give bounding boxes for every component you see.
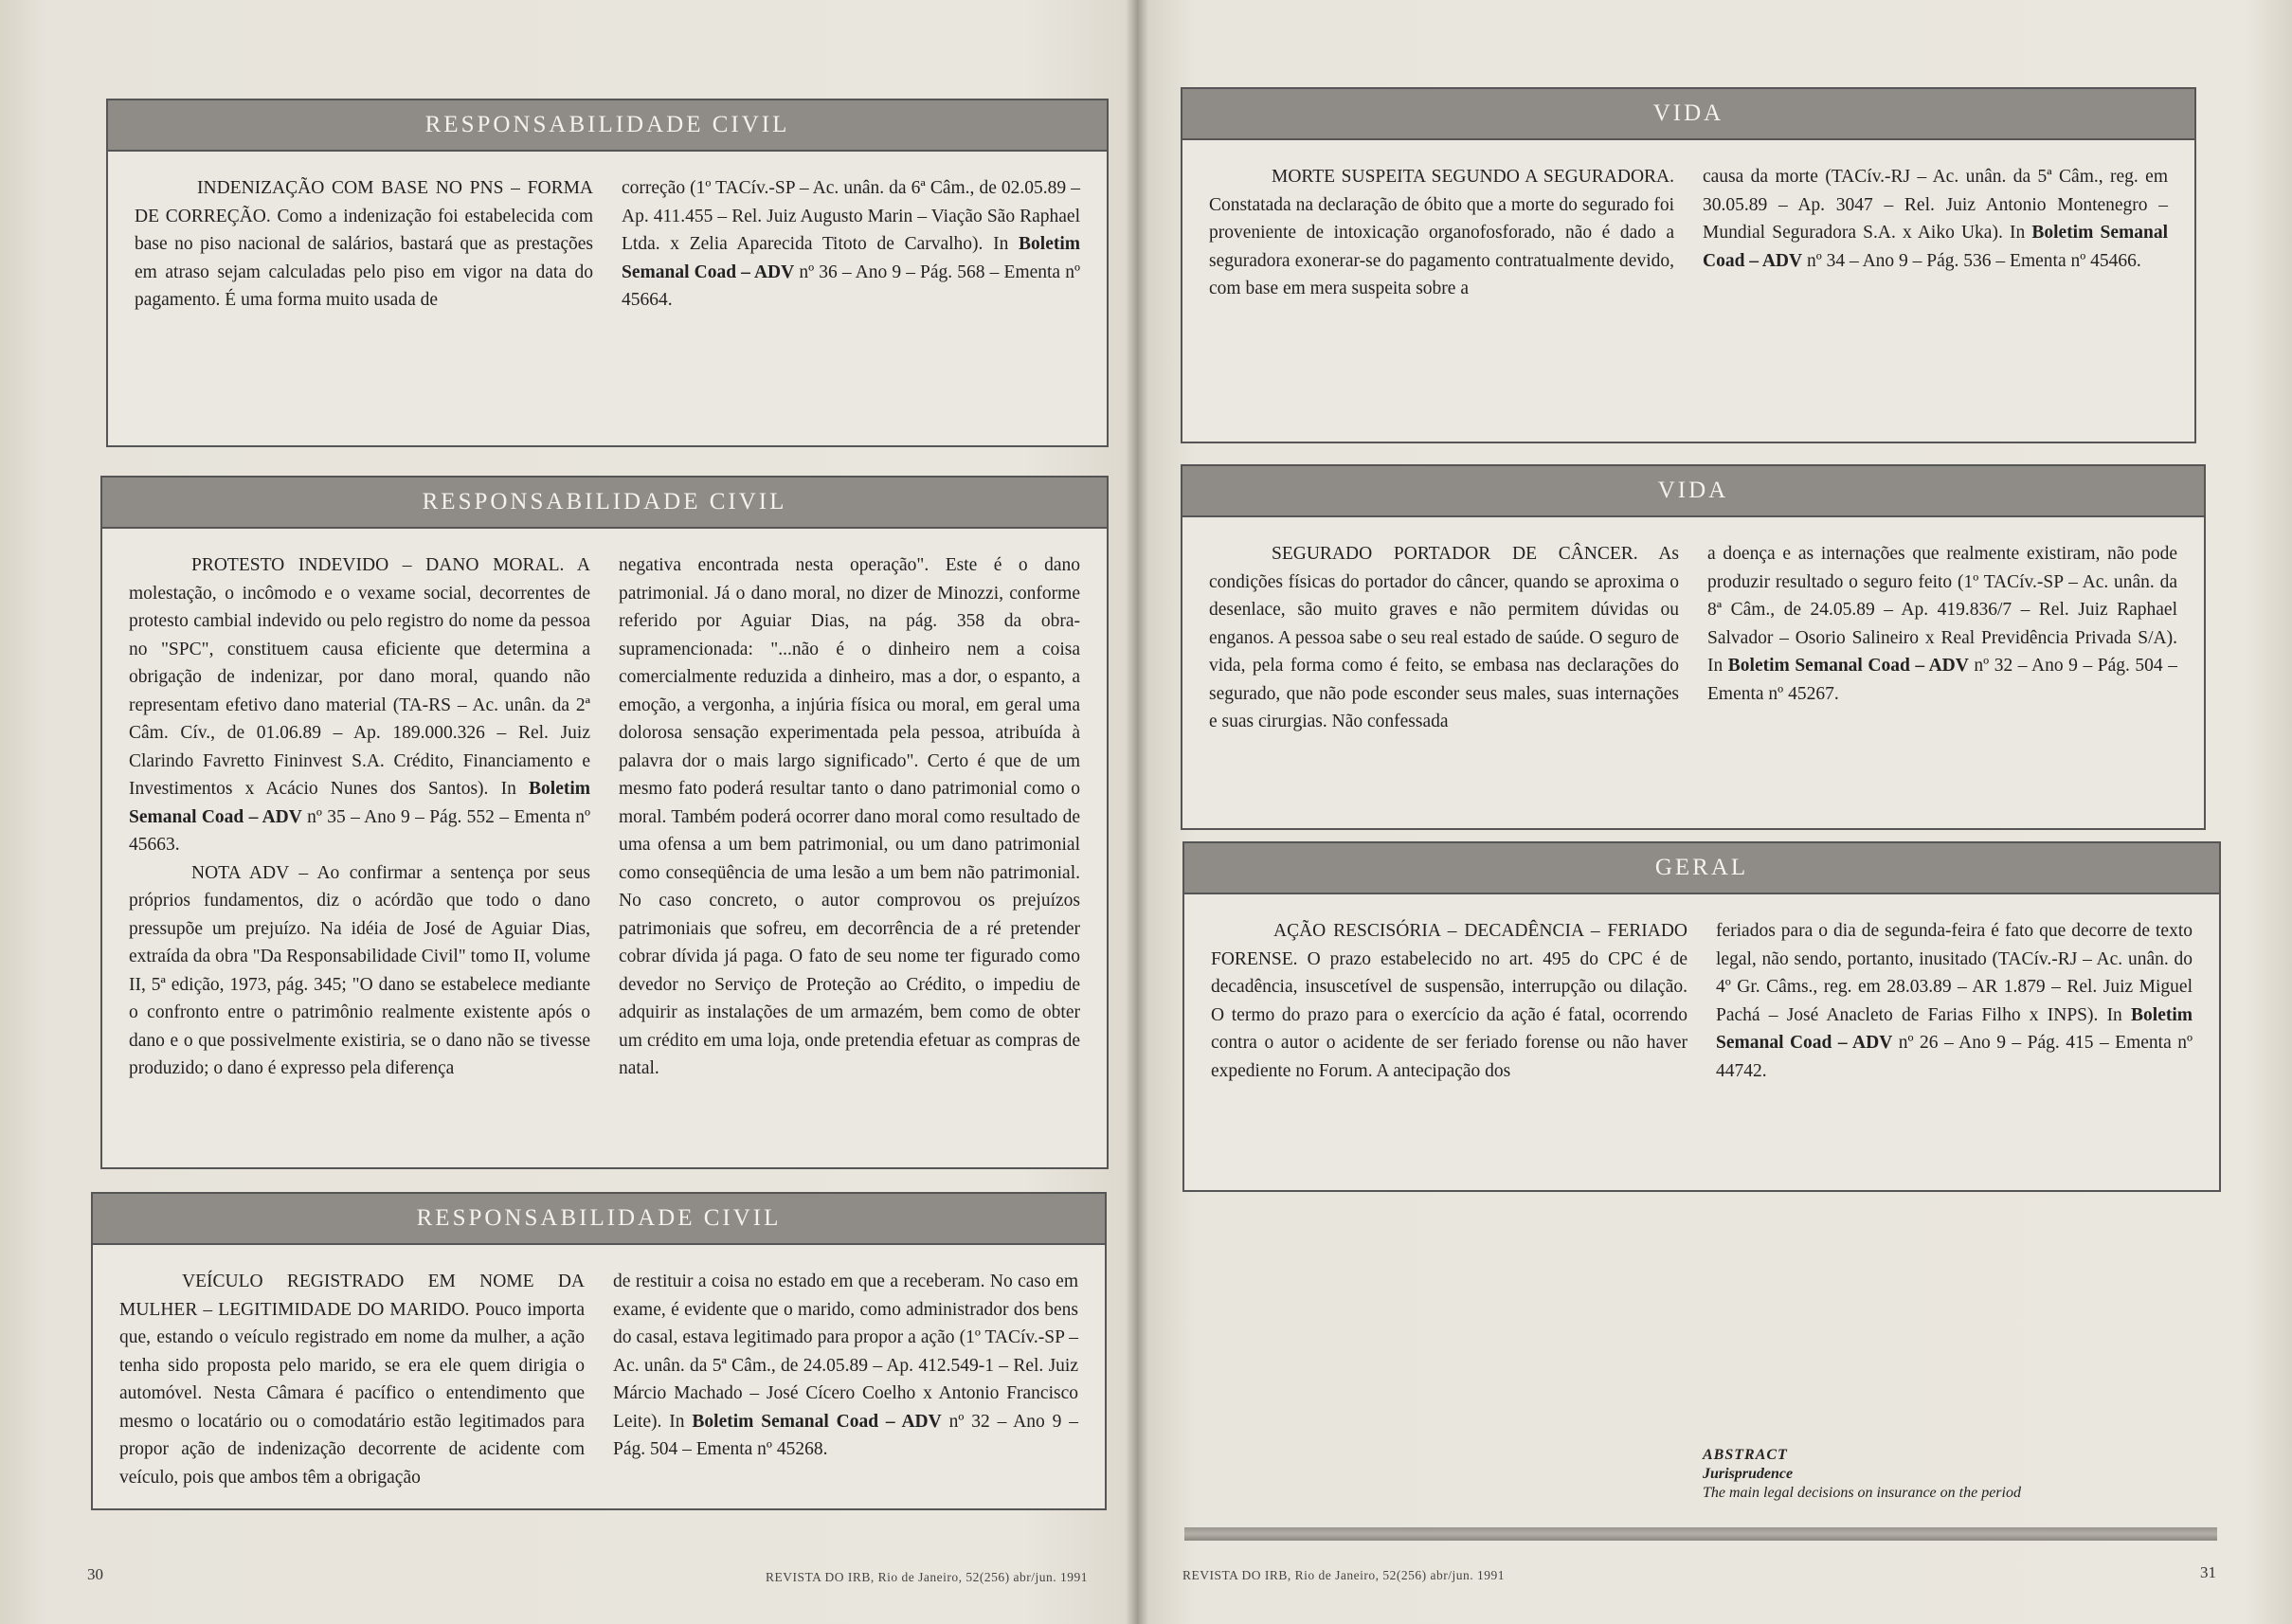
right-box-1	[1181, 87, 2196, 443]
paragraph-text: correção (1º TACív.-SP – Ac. unân. da 6ª Câm., de 02.05.89 – Ap. 411.455 – Rel. Juiz Augusto Marin – Viação São Raphael Ltda. x Zelia Aparecida Titoto de Carvalho). In	[622, 178, 1080, 254]
folio-left: 30	[87, 1565, 103, 1583]
article-column-right	[1703, 163, 2168, 303]
paragraph	[119, 1268, 585, 1491]
running-footer-right: REVISTA DO IRB, Rio de Janeiro, 52(256) abr/jun. 1991	[1182, 1568, 1506, 1582]
paragraph-text: feriados para o dia de segunda-feira é fato que decorre de texto legal, não sendo, portanto, inusitado (TACív.-RJ – Ac. unân. do 4º Gr. Câms., reg. em 28.03.89 – AR 1.879 – Rel. Juiz Miguel Pachá – José Anacleto de Farias Filho x INPS). In	[1716, 921, 2193, 1025]
paragraph	[622, 174, 1080, 315]
section-header: RESPONSABILIDADE CIVIL	[93, 1194, 1105, 1245]
article-column-left	[1211, 917, 1687, 1085]
paragraph	[1707, 540, 2177, 708]
citation-source: Boletim Semanal Coad – ADV	[1703, 223, 2168, 271]
paragraph	[1703, 163, 2168, 275]
citation-source: Boletim Semanal Coad – ADV	[129, 779, 590, 827]
paragraph	[1209, 163, 1674, 303]
article-column-right	[1716, 917, 2193, 1085]
footer-rule	[1184, 1527, 2217, 1541]
article-column-right	[613, 1268, 1078, 1491]
paragraph-text: SEGURADO PORTADOR DE CÂNCER. As condições físicas do portador do câncer, quando se aproxima o desenlace, são muito graves e não permitem dúvidas ou enganos. A pessoa sabe o seu real estado de saúde. O seguro de vida, pela forma como é feito, se embasa nas declarações do segurado, que não pode esconder seus males, suas internações e suas cirurgias. Não confessada	[1209, 544, 1679, 731]
section-header: VIDA	[1182, 466, 2204, 517]
article-column-left	[135, 174, 593, 315]
paragraph-text: VEÍCULO REGISTRADO EM NOME DA MULHER – LEGITIMIDADE DO MARIDO. Pouco importa que, estando o veículo registrado em nome da mulher, a ação tenha sido proposta pelo marido, se era ele quem dirigia o automóvel. Nesta Câmara é pacífico o entendimento que mesmo o locatário ou o comodatário estão legitimados para propor ação de indenização decorrente de acidente com veículo, pois que ambos têm a obrigação	[119, 1272, 585, 1488]
paragraph	[129, 859, 590, 1083]
citation-source: Boletim Semanal Coad – ADV	[622, 234, 1080, 282]
section-header: RESPONSABILIDADE CIVIL	[102, 478, 1107, 529]
citation-source: Boletim Semanal Coad – ADV	[1716, 1004, 2193, 1053]
paragraph	[1209, 540, 1679, 736]
article-column-left	[119, 1268, 585, 1491]
citation-source: Boletim Semanal Coad – ADV	[692, 1411, 942, 1432]
article-body	[1182, 517, 2204, 736]
paragraph	[613, 1268, 1078, 1464]
abstract-text: The main legal decisions on insurance on the period	[1703, 1485, 2021, 1501]
paragraph-text: AÇÃO RESCISÓRIA – DECADÊNCIA – FERIADO FORENSE. O prazo estabelecido no art. 495 do CPC é de decadência, insuscetível de suspensão, interrupção ou dilação. O termo do prazo para o exercício da ação é fatal, ocorrendo contra o autor o acidente de ser feriado forense ou não haver expediente no Forum. A antecipação dos	[1211, 921, 1687, 1081]
left-box-3	[91, 1192, 1107, 1510]
section-header: GERAL	[1184, 843, 2219, 894]
citation-source: Boletim Semanal Coad – ADV	[1727, 656, 1969, 676]
book-gutter	[1126, 0, 1148, 1624]
paragraph-text: de restituir a coisa no estado em que a receberam. No caso em exame, é evidente que o marido, como administrador dos bens do casal, estava legitimado para propor a ação (1º TACív.-SP – Ac. unân. da 5ª Câm., de 24.05.89 – Ap. 412.549-1 – Rel. Juiz Márcio Machado – José Cícero Coelho x Antonio Francisco Leite). In	[613, 1272, 1078, 1432]
article-column-right	[1707, 540, 2177, 736]
citation-reference: nº 34 – Ano 9 – Pág. 536 – Ementa nº 45466.	[1802, 250, 2141, 271]
article-body	[108, 152, 1107, 315]
left-box-2	[100, 476, 1109, 1169]
article-column-left	[129, 551, 590, 1083]
article-body	[1184, 894, 2219, 1085]
citation-reference: nº 35 – Ano 9 – Pág. 552 – Ementa nº 45663.	[129, 806, 590, 855]
abstract-block	[1703, 1446, 2021, 1503]
paragraph-text: PROTESTO INDEVIDO – DANO MORAL. A molestação, o incômodo e o vexame social, decorrentes de protesto cambial indevido ou pelo registro do nome da pessoa no "SPC", constituem causa eficiente que determina a obrigação de indenizar, por dano moral, quando não representam efetivo dano material (TA-RS – Ac. unân. da 2ª Câm. Cív., de 01.06.89 – Ap. 189.000.326 – Rel. Juiz Clarindo Favretto Fininvest S.A. Crédito, Financiamento e Investimentos x Acácio Nunes dos Santos). In	[129, 555, 590, 799]
citation-reference: nº 32 – Ano 9 – Pág. 504 – Ementa nº 45268.	[613, 1411, 1078, 1459]
article-body	[93, 1245, 1105, 1491]
paragraph-text: causa da morte (TACív.-RJ – Ac. unân. da 5ª Câm., reg. em 30.05.89 – Ap. 3047 – Rel. Juiz Antonio Montenegro – Mundial Seguradora S.A. x Aiko Uka). In	[1703, 167, 2168, 243]
paragraph	[619, 551, 1080, 1083]
right-box-3	[1182, 841, 2221, 1192]
abstract-subtitle: Jurisprudence	[1703, 1466, 1794, 1482]
section-header: RESPONSABILIDADE CIVIL	[108, 100, 1107, 152]
citation-reference: nº 36 – Ano 9 – Pág. 568 – Ementa nº 45664.	[622, 262, 1080, 310]
citation-reference: nº 26 – Ano 9 – Pág. 415 – Ementa nº 44742.	[1716, 1033, 2193, 1081]
article-column-right	[619, 551, 1080, 1083]
article-column-right	[622, 174, 1080, 315]
citation-reference: nº 32 – Ano 9 – Pág. 504 – Ementa nº 45267.	[1707, 656, 2177, 704]
paragraph-text: NOTA ADV – Ao confirmar a sentença por seus próprios fundamentos, diz o acórdão que todo o dano pressupõe um prejuízo. Na idéia de José de Aguiar Dias, extraída da obra "Da Responsabilidade Civil" tomo II, volume II, 5ª edição, 1973, pág. 345; "O dano se estabelece mediante o confronto entre o patrimônio realmente existente após o dano e o que possivelmente existiria, se o dano não se tivesse produzido; o dano é expresso pela diferença	[129, 862, 590, 1078]
paragraph	[1211, 917, 1687, 1085]
left-box-1	[106, 99, 1109, 447]
paragraph-text: MORTE SUSPEITA SEGUNDO A SEGURADORA. Constatada na declaração de óbito que a morte do segurado foi proveniente de intoxicação organofosforado, não é dado a seguradora exonerar-se do pagamento contratualmente devido, com base em mera suspeita sobre a	[1209, 167, 1674, 298]
article-column-left	[1209, 540, 1679, 736]
paragraph-text: INDENIZAÇÃO COM BASE NO PNS – FORMA DE CORREÇÃO. Como a indenização foi estabelecida com base no piso nacional de salários, bastará que as prestações em atraso sejam calculadas pelo piso em vigor na data do pagamento. É uma forma muito usada de	[135, 178, 593, 310]
article-body	[102, 529, 1107, 1083]
section-header: VIDA	[1182, 89, 2194, 140]
paragraph-text: a doença e as internações que realmente existiram, não pode produzir resultado o seguro feito (1º TACív.-SP – Ac. unân. da 8ª Câm., de 24.05.89 – Ap. 419.836/7 – Rel. Juiz Raphael Salvador – Osorio Salineiro x Real Previdência Privada S/A). In	[1707, 544, 2177, 676]
running-footer-left: REVISTA DO IRB, Rio de Janeiro, 52(256) abr/jun. 1991	[766, 1570, 1089, 1584]
paragraph	[1716, 917, 2193, 1085]
right-box-2	[1181, 464, 2206, 830]
paragraph	[135, 174, 593, 315]
folio-right: 31	[2200, 1563, 2216, 1581]
article-column-left	[1209, 163, 1674, 303]
article-body	[1182, 140, 2194, 303]
paragraph	[129, 551, 590, 859]
abstract-title: ABSTRACT	[1703, 1447, 1788, 1463]
paragraph-text: negativa encontrada nesta operação". Este é o dano patrimonial. Já o dano moral, no dizer de Minozzi, conforme referido por Aguiar Dias, na pág. 358 da obra-supramencionada: "...não é o dinheiro nem a coisa comercialmente reduzida a dinheiro, mas a dor, o espanto, a emoção, a vergonha, a injúria física ou moral, em geral uma dolorosa sensação experimentada pela pessoa, atribuída à palavra dor o mais largo significado". Certo é que de um mesmo fato poderá resultar tanto o dano patrimonial como o moral. Também poderá ocorrer dano moral como resultado de uma ofensa a um bem patrimonial, ou um dano patrimonial como conseqüência de uma lesão a um bem não patrimonial. No caso concreto, o autor comprovou os prejuízos patrimoniais que sofreu, em decorrência de a ré pretender cobrar dívida já paga. O fato de seu nome ter figurado como devedor no Serviço de Proteção ao Crédito, o impediu de adquirir as instalações de um armazém, bem como de obter um crédito em uma loja, onde pretendia efetuar as compras de natal.	[619, 555, 1080, 1078]
